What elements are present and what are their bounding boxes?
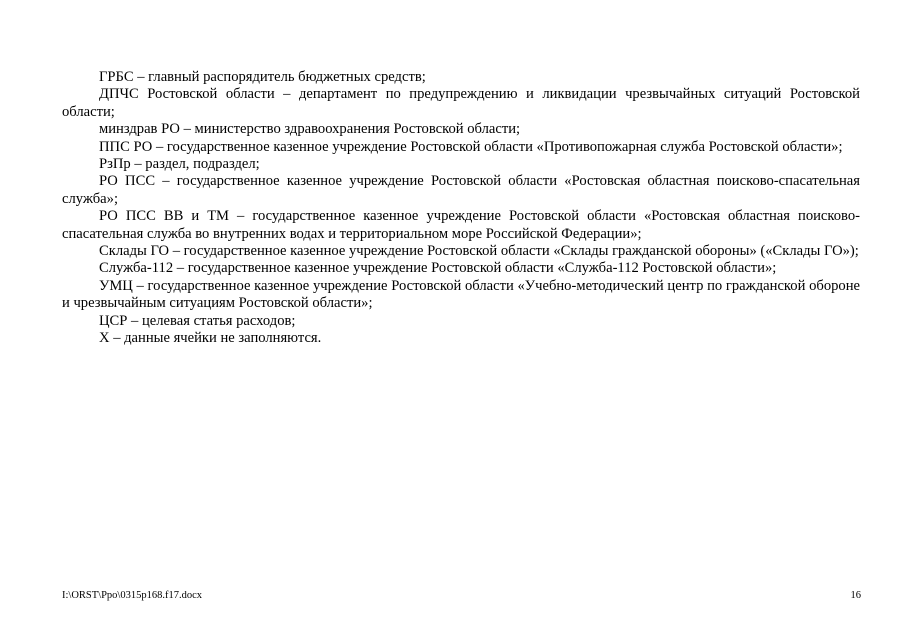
abbreviation-pps-ro: ППС РО – государственное казенное учреждение Ростовской области «Противопожарная служба Ростовской области»; [99,138,843,155]
abbreviation-ro-pss: РО ПСС – государственное казенное учреждение Ростовской области «Ростовская областная поисково-спасательная служба»; [62,173,860,207]
abbreviation-x: Х – данные ячейки не заполняются. [99,330,322,347]
abbreviation-umc: УМЦ – государственное казенное учреждение Ростовской области «Учебно-методический центр по гражданской обороне и чрезвычайным ситуациям Ростовской области»; [62,277,860,312]
footer-file-path: I:\ORST\Ppo\0315p168.f17.docx [62,590,203,601]
abbreviation-dpchs: ДПЧС Ростовской области – департамент по предупреждению и ликвидации чрезвычайных ситуаций Ростовской области; [62,86,860,120]
abbreviation-rzpr: РзПр – раздел, подраздел; [99,156,260,173]
footer-page-number: 16 [850,590,861,601]
abbreviation-ro-pss-vv-tm: РО ПСС ВВ и ТМ – государственное казенное учреждение Ростовской области «Ростовская областная поисково-спасательная служба во внутренних водах и территориальном море Российской Федерации»; [62,208,860,242]
abbreviation-sklady-go: Склады ГО – государственное казенное учреждение Ростовской области «Склады гражданской обороны» («Склады ГО»); [99,243,859,260]
abbreviation-csr: ЦСР – целевая статья расходов; [99,312,296,329]
abbreviation-sluzhba-112: Служба-112 – государственное казенное учреждение Ростовской области «Служба-112 Ростовской области»; [99,260,777,277]
abbreviation-grbs: ГРБС – главный распорядитель бюджетных средств; [99,69,426,85]
abbreviation-minzdrav: минздрав РО – министерство здравоохранения Ростовской области; [99,121,521,138]
abbreviations-list [62,69,860,348]
